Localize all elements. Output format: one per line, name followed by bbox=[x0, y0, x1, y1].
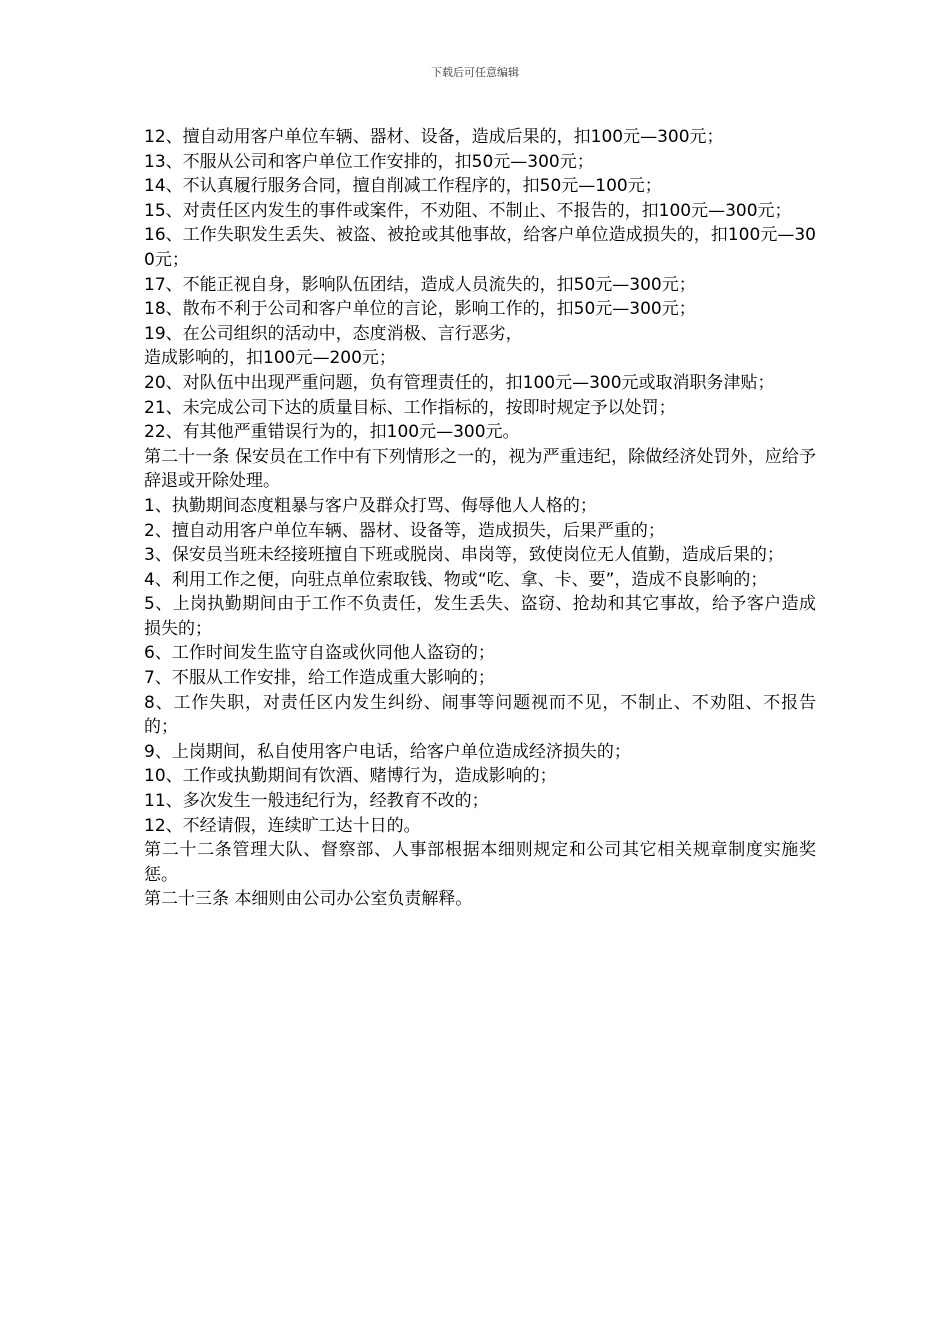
paragraph: 17、不能正视自身，影响队伍团结，造成人员流失的，扣50元—300元； bbox=[144, 274, 696, 295]
paragraph: 20、对队伍中出现严重问题，负有管理责任的，扣100元—300元或取消职务津贴； bbox=[144, 372, 775, 393]
paragraph: 19、在公司组织的活动中，态度消极、言行恶劣， bbox=[144, 323, 523, 344]
paragraph: 1、执勤期间态度粗暴与客户及群众打骂、侮辱他人人格的； bbox=[144, 495, 597, 516]
paragraph: 5、上岗执勤期间由于工作不负责任，发生丢失、盗窃、抢劫和其它事故，给予客户造成损失的； bbox=[144, 594, 816, 639]
paragraph: 15、对责任区内发生的事件或案件，不劝阻、不制止、不报告的，扣100元—300元； bbox=[144, 200, 792, 221]
paragraph: 8、工作失职，对责任区内发生纠纷、闹事等问题视而不见，不制止、不劝阻、不报告的； bbox=[144, 692, 816, 738]
paragraph: 9、上岗期间，私自使用客户电话，给客户单位造成经济损失的； bbox=[144, 741, 631, 762]
page-header: 下载后可任意编辑 bbox=[431, 66, 519, 79]
paragraph: 2、擅自动用客户单位车辆、器材、设备等，造成损失，后果严重的； bbox=[144, 520, 665, 541]
document-body bbox=[144, 125, 816, 912]
paragraph: 11、多次发生一般违纪行为，经教育不改的； bbox=[144, 791, 489, 812]
paragraph: 16、工作失职发生丢失、被盗、被抢或其他事故，给客户单位造成损失的，扣100元—300元； bbox=[144, 225, 816, 270]
paragraph: 3、保安员当班未经接班擅自下班或脱岗、串岗等，致使岗位无人值勤，造成后果的； bbox=[144, 545, 784, 566]
paragraph: 6、工作时间发生监守自盗或伙同他人盗窃的； bbox=[144, 643, 495, 664]
paragraph: 12、不经请假，连续旷工达十日的。 bbox=[144, 815, 421, 836]
paragraph: 4、利用工作之便，向驻点单位索取钱、物或“吃、拿、卡、要”，造成不良影响的； bbox=[144, 569, 768, 590]
paragraph: 12、擅自动用客户单位车辆、器材、设备，造成后果的，扣100元—300元； bbox=[144, 127, 724, 147]
paragraph: 18、散布不利于公司和客户单位的言论，影响工作的，扣50元—300元； bbox=[144, 299, 696, 320]
article-21-heading: 第二十一条 保安员在工作中有下列情形之一的，视为严重违纪，除做经济处罚外，应给予辞退或开除处理。 bbox=[144, 446, 816, 492]
paragraph: 22、有其他严重错误行为的，扣100元—300元。 bbox=[144, 422, 520, 443]
paragraph: 7、不服从工作安排，给工作造成重大影响的； bbox=[144, 668, 495, 689]
paragraph: 13、不服从公司和客户单位工作安排的，扣50元—300元； bbox=[144, 151, 594, 172]
paragraph: 14、不认真履行服务合同，擅自削减工作程序的，扣50元—100元； bbox=[144, 176, 662, 197]
article-23-paragraph: 第二十三条 本细则由公司办公室负责解释。 bbox=[144, 889, 473, 910]
paragraph: 10、工作或执勤期间有饮酒、赌博行为，造成影响的； bbox=[144, 766, 557, 787]
paragraph: 21、未完成公司下达的质量目标、工作指标的，按即时规定予以处罚； bbox=[144, 397, 676, 418]
article-22-paragraph: 第二十二条管理大队、督察部、人事部根据本细则规定和公司其它相关规章制度实施奖惩。 bbox=[144, 840, 816, 885]
paragraph: 造成影响的，扣100元—200元； bbox=[144, 348, 396, 369]
